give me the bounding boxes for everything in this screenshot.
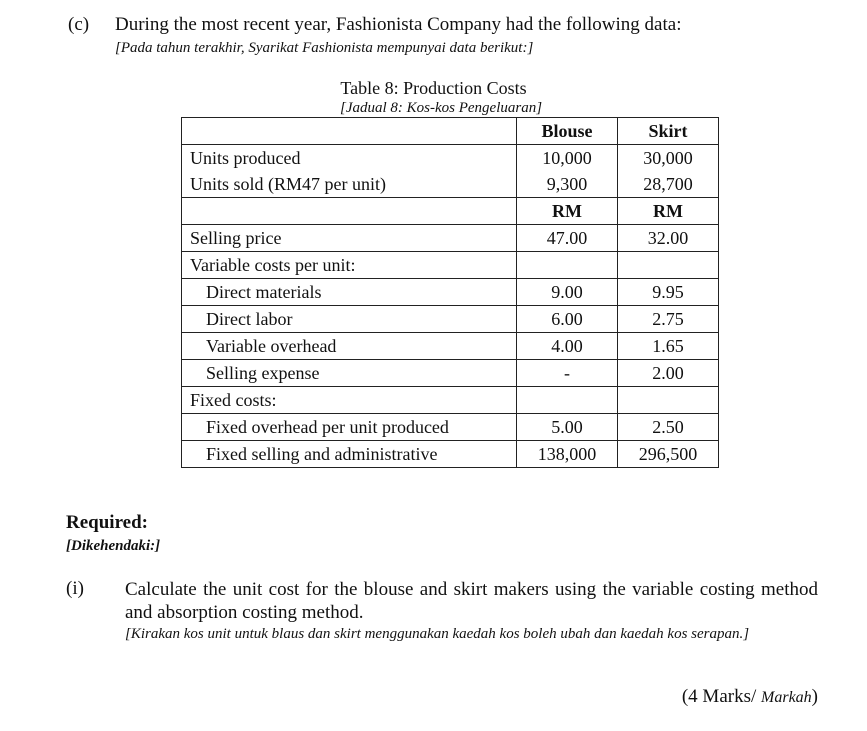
production-costs-table	[181, 117, 719, 468]
row-blouse: 4.00	[517, 333, 618, 360]
row-desc: Direct materials	[182, 279, 517, 306]
table-row	[182, 252, 719, 279]
table-row	[182, 198, 719, 225]
row-skirt	[618, 387, 719, 414]
row-desc: Fixed selling and administrative	[182, 441, 517, 468]
row-blouse: 47.00	[517, 225, 618, 252]
part-i-instruction: Calculate the unit cost for the blouse and skirt makers using the variable costing method and absorption costing method.	[125, 579, 818, 623]
header-blouse: Blouse	[517, 118, 618, 145]
row-blouse: 10,000	[517, 145, 618, 172]
table-row	[182, 225, 719, 252]
row-skirt: 9.95	[618, 279, 719, 306]
table-header-row	[182, 118, 719, 145]
table-row	[182, 333, 719, 360]
marks-label-malay: Markah	[761, 689, 812, 706]
row-blouse: RM	[517, 198, 618, 225]
marks-label: (4 Marks/	[681, 686, 757, 707]
row-blouse: 9.00	[517, 279, 618, 306]
row-desc: Units produced	[182, 145, 517, 172]
row-skirt: 32.00	[618, 225, 719, 252]
header-desc-cell	[182, 118, 517, 145]
row-desc: Selling expense	[182, 360, 517, 387]
required-heading-malay: [Dikehendaki:]	[66, 538, 161, 554]
marks-close: )	[811, 686, 818, 707]
question-intro: During the most recent year, Fashionista Company had the following data:	[115, 14, 682, 35]
row-desc	[182, 198, 517, 225]
marks-allocation	[682, 686, 818, 708]
row-skirt: 28,700	[618, 171, 719, 198]
row-blouse	[517, 387, 618, 414]
table-row	[182, 387, 719, 414]
row-blouse: -	[517, 360, 618, 387]
table-row	[182, 360, 719, 387]
row-desc: Direct labor	[182, 306, 517, 333]
row-desc: Variable costs per unit:	[182, 252, 517, 279]
table-row	[182, 171, 719, 198]
table-row	[182, 306, 719, 333]
row-skirt: 2.75	[618, 306, 719, 333]
row-skirt: RM	[618, 198, 719, 225]
row-desc: Units sold (RM47 per unit)	[182, 171, 517, 198]
part-i-label: (i)	[66, 578, 84, 599]
row-desc: Variable overhead	[182, 333, 517, 360]
row-desc: Fixed overhead per unit produced	[182, 414, 517, 441]
question-label: (c)	[68, 14, 90, 35]
row-blouse: 138,000	[517, 441, 618, 468]
required-heading: Required:	[66, 512, 148, 533]
row-skirt: 296,500	[618, 441, 719, 468]
table-row	[182, 145, 719, 172]
row-skirt: 2.50	[618, 414, 719, 441]
row-desc: Selling price	[182, 225, 517, 252]
row-blouse: 5.00	[517, 414, 618, 441]
question-intro-malay: [Pada tahun terakhir, Syarikat Fashionista mempunyai data berikut:]	[115, 40, 534, 56]
row-skirt	[618, 252, 719, 279]
row-skirt: 30,000	[618, 145, 719, 172]
table-title-malay: [Jadual 8: Kos-kos Pengeluaran]	[340, 100, 543, 116]
row-skirt: 2.00	[618, 360, 719, 387]
row-blouse	[517, 252, 618, 279]
row-skirt: 1.65	[618, 333, 719, 360]
table-row	[182, 279, 719, 306]
part-i-instruction-malay: [Kirakan kos unit untuk blaus dan skirt menggunakan kaedah kos boleh ubah dan kaedah kos serapan.]	[125, 626, 750, 642]
table-row	[182, 441, 719, 468]
row-blouse: 6.00	[517, 306, 618, 333]
header-skirt: Skirt	[618, 118, 719, 145]
table-title: Table 8: Production Costs	[340, 78, 527, 98]
row-desc: Fixed costs:	[182, 387, 517, 414]
row-blouse: 9,300	[517, 171, 618, 198]
table-row	[182, 414, 719, 441]
